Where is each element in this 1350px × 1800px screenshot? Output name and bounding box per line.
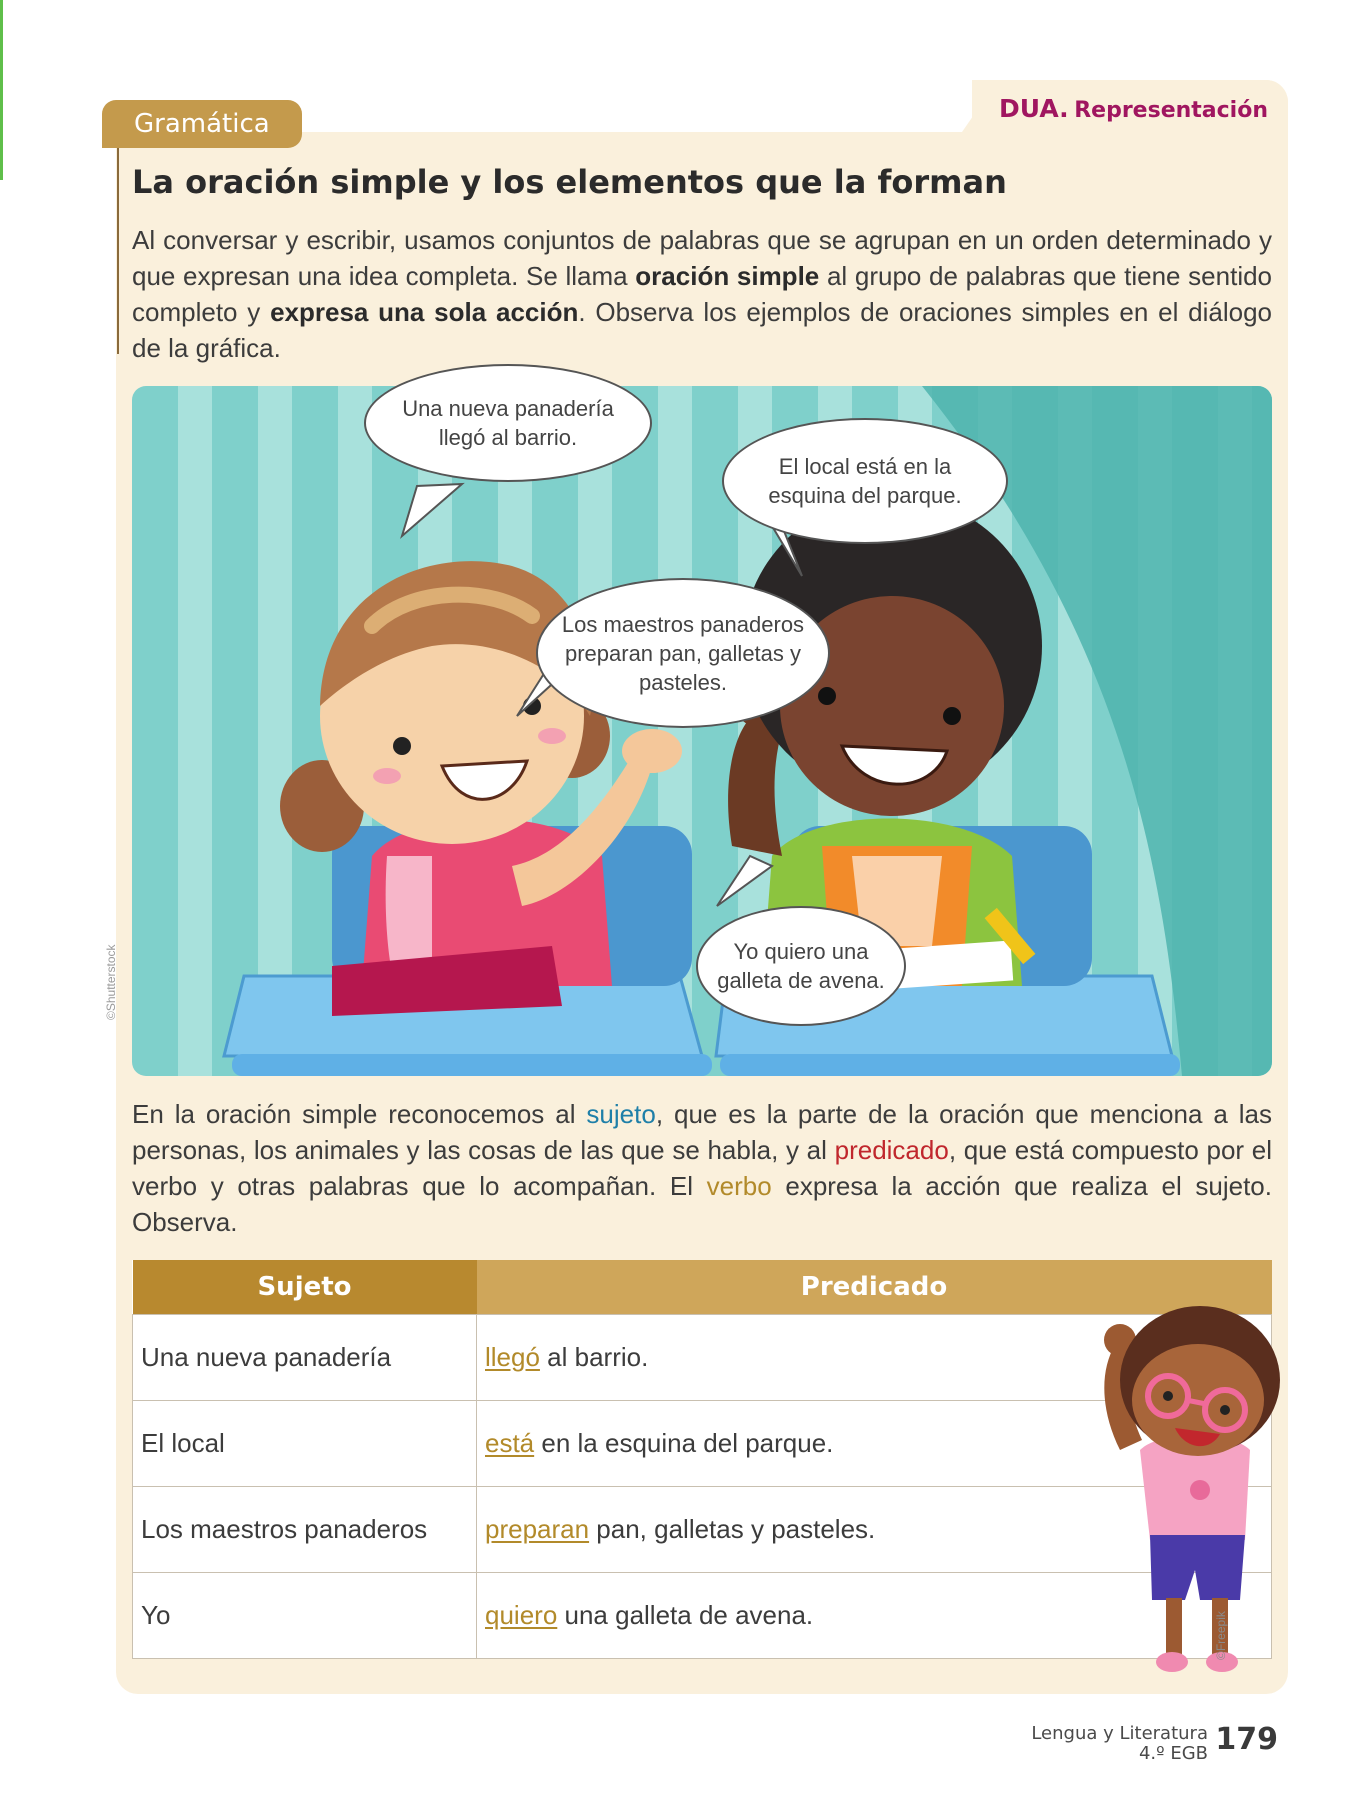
speech-bubble-3: Los maestros panaderos preparan pan, galletas y pasteles. bbox=[536, 578, 830, 728]
footer-subject-name: Lengua y Literatura bbox=[1031, 1723, 1208, 1744]
dua-strong: DUA. bbox=[999, 94, 1069, 123]
page-edge-marker bbox=[0, 0, 3, 180]
dua-rest: Representación bbox=[1074, 98, 1268, 123]
subject-cell: Yo bbox=[133, 1573, 477, 1659]
body-text-3: , que está compuesto por el verbo y otras palabras que lo acompañan. El bbox=[132, 1135, 1272, 1201]
header-sujeto: Sujeto bbox=[133, 1260, 477, 1315]
body-text-4: expresa la acción que realiza el sujeto. Observa. bbox=[132, 1171, 1272, 1237]
intro-text-3: . Observa los ejemplos de oraciones simples en el diálogo de la gráfica. bbox=[132, 297, 1272, 363]
section-rule bbox=[117, 148, 119, 354]
predicate-rest: al barrio. bbox=[539, 1342, 649, 1372]
image-credit: ©Shutterstock bbox=[104, 944, 118, 1020]
kid-credit: ©Freepik bbox=[1214, 1611, 1228, 1660]
body-text-2: , que es la parte de la oración que menciona a las personas, los animales y las cosas de las que se habla, y al bbox=[132, 1099, 1272, 1165]
body-text-1: En la oración simple reconocemos al bbox=[132, 1099, 587, 1129]
intro-text-2: al grupo de palabras que tiene sentido completo y bbox=[132, 261, 1273, 327]
verb: está bbox=[485, 1428, 535, 1458]
subject-cell: El local bbox=[133, 1401, 477, 1487]
intro-bold-2: expresa una sola acción bbox=[270, 297, 579, 327]
footer-subject bbox=[1031, 1724, 1208, 1764]
page-number: 179 bbox=[1215, 1722, 1278, 1757]
verb: preparan bbox=[485, 1514, 590, 1544]
footer-grade: 4.º EGB bbox=[1138, 1743, 1208, 1764]
header-predicado: Predicado bbox=[477, 1260, 1272, 1315]
predicate-rest: pan, galletas y pasteles. bbox=[589, 1514, 876, 1544]
kid-illustration bbox=[1080, 1300, 1300, 1700]
dua-label bbox=[999, 94, 1268, 123]
keyword-sujeto: sujeto bbox=[586, 1099, 656, 1129]
page-title: La oración simple y los elementos que la forman bbox=[132, 163, 1007, 201]
explanation-paragraph bbox=[132, 1096, 1272, 1240]
speech-bubble-1: Una nueva panadería llegó al barrio. bbox=[364, 364, 652, 482]
predicate-rest: en la esquina del parque. bbox=[534, 1428, 834, 1458]
speech-bubble-2: El local está en la esquina del parque. bbox=[722, 418, 1008, 544]
subject-cell: Una nueva panadería bbox=[133, 1315, 477, 1401]
section-tab: Gramática bbox=[102, 100, 302, 148]
intro-text-1: Al conversar y escribir, usamos conjuntos de palabras que se agrupan en un orden determinado y que expresan una idea completa. Se llama bbox=[132, 225, 1272, 291]
intro-paragraph bbox=[132, 222, 1272, 366]
verb: llegó bbox=[485, 1342, 540, 1372]
predicate-rest: una galleta de avena. bbox=[557, 1600, 814, 1630]
speech-bubble-4: Yo quiero una galleta de avena. bbox=[696, 906, 906, 1026]
verb: quiero bbox=[485, 1600, 558, 1630]
intro-bold-1: oración simple bbox=[635, 261, 820, 291]
keyword-predicado: predicado bbox=[834, 1135, 949, 1165]
subject-cell: Los maestros panaderos bbox=[133, 1487, 477, 1573]
keyword-verbo: verbo bbox=[706, 1171, 772, 1201]
